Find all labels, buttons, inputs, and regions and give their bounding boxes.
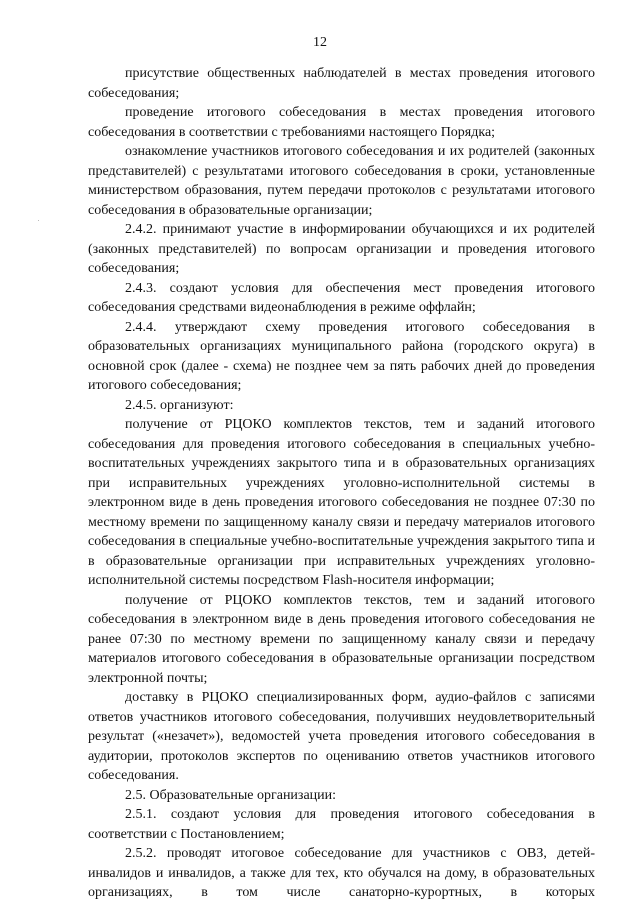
paragraph-2-4-5: 2.4.5. организуют:: [125, 397, 234, 413]
paragraph-2-4-3: 2.4.3. создают условия для обеспечения мест проведения итогового собеседования средствами видеонаблюдения в режиме оффлайн;: [88, 280, 595, 315]
paragraph-receiving-flash: получение от РЦОКО комплектов текстов, тем и заданий итогового собеседования для проведения итогового собеседования в специальных учебно-воспитательных учреждениях закрытого типа и в образовательных организациях при исправительных учреждениях уголовно-исполнительной системы в электронном виде в день проведения итогового собеседования не позднее 07:30 по местному времени по защищенному каналу связи и передачу материалов итогового собеседования в специальные учебно-воспитательные учреждения закрытого типа и в образовательные организации при исправительных учреждениях уголовно-исполнительной системы посредством Flash-носителя информации;: [88, 417, 595, 588]
document-body: [88, 64, 595, 903]
paragraph-2-5: 2.5. Образовательные организации:: [125, 787, 337, 803]
paragraph-2-4-4: 2.4.4. утверждают схему проведения итогового собеседования в образовательных организациях муниципального района (городского округа) в основной срок (далее - схема) не позднее чем за пять рабочих дней до проведения итогового собеседования;: [88, 319, 595, 393]
page-number: 12: [313, 35, 327, 50]
paragraph-observers: присутствие общественных наблюдателей в местах проведения итогового собеседования;: [88, 66, 595, 101]
paragraph-receiving-email: получение от РЦОКО комплектов текстов, тем и заданий итогового собеседования в электронном виде в день проведения итогового собеседования не ранее 07:30 по местному времени по защищенному каналу связи и передачу материалов итогового собеседования в образовательные организации посредством электронной почты;: [88, 592, 595, 686]
paragraph-conducting: проведение итогового собеседования в местах проведения итогового собеседования в соответствии с требованиями настоящего Порядка;: [88, 105, 595, 140]
paragraph-familiarization: ознакомление участников итогового собеседования и их родителей (законных представителей) с результатами итогового собеседования в сроки, установленные министерством образования, путем передачи протоколов с результатами итогового собеседования в образовательные организации;: [88, 144, 595, 218]
paragraph-delivery: доставку в РЦОКО специализированных форм, аудио-файлов с записями ответов участников итогового собеседования, получивших неудовлетворительный результат («незачет»), ведомостей учета проведения итогового собеседования в аудитории, протоколов экспертов по оцениванию ответов участников итогового собеседования.: [88, 690, 595, 783]
margin-mark: [38, 220, 39, 221]
paragraph-2-5-1: 2.5.1. создают условия для проведения итогового собеседования в соответствии с Постановлением;: [88, 807, 595, 842]
paragraph-2-5-2: 2.5.2. проводят итоговое собеседование для участников с ОВЗ, детей-инвалидов и инвалидов, а также для тех, кто обучался на дому, в образовательных организациях, в том числе санаторно-курортных, в которых: [88, 846, 595, 900]
paragraph-2-4-2: 2.4.2. принимают участие в информировании обучающихся и их родителей (законных представителей) по вопросам организации и проведения итогового собеседования;: [88, 222, 595, 276]
